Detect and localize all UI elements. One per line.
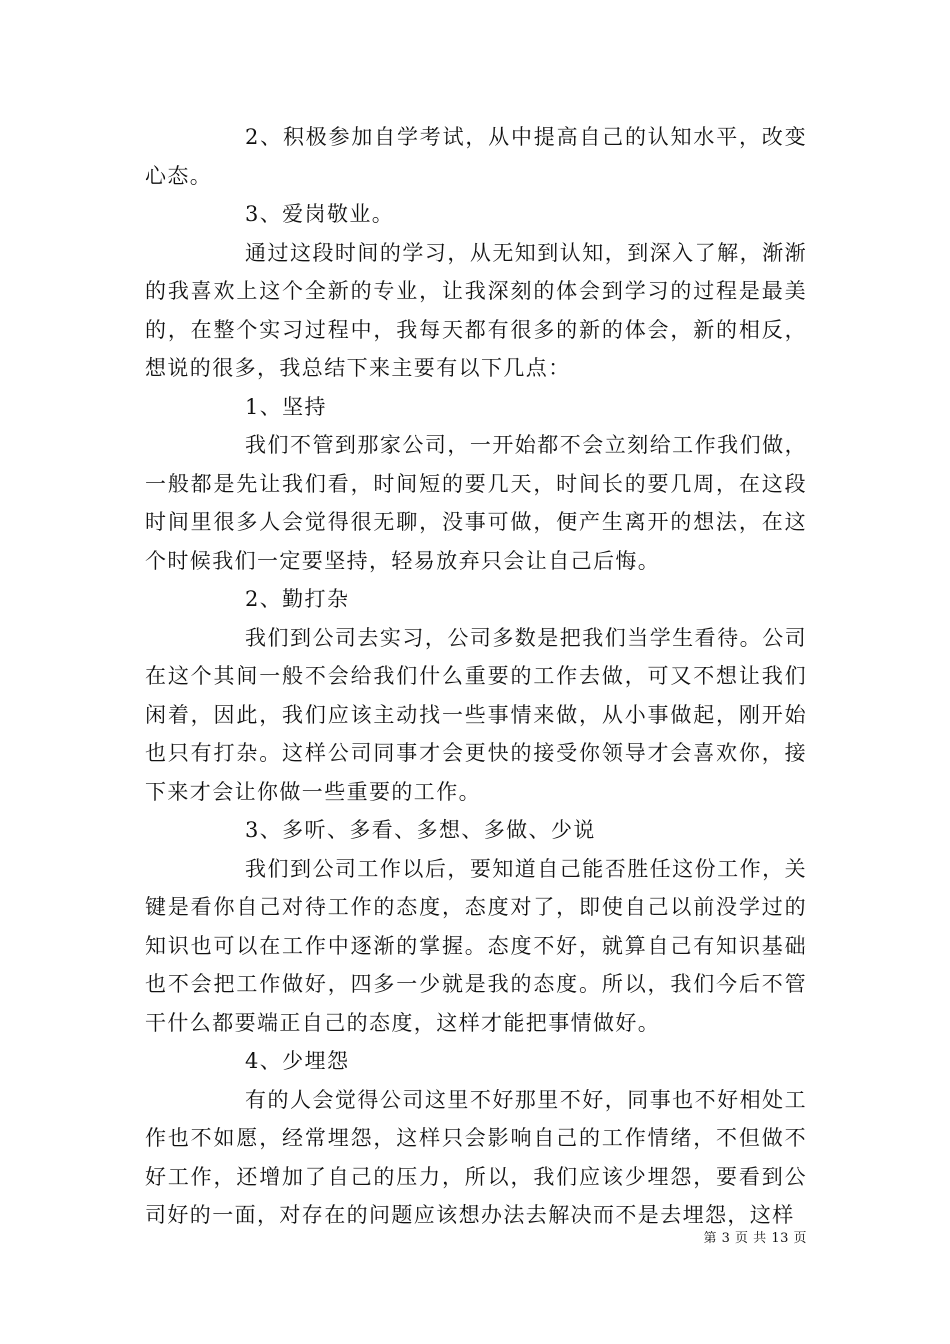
- heading-persist: 1、坚持: [245, 394, 327, 419]
- paragraph-persist: 我们不管到那家公司，一开始都不会立刻给工作我们做，一般都是先让我们看，时间短的要几天，时间长的要几周，在这段时间里很多人会觉得很无聊，没事可做，便产生离开的想法，在这个时候我们一定要坚持，轻易放弃只会让自己后悔。: [145, 433, 807, 573]
- paragraph-odd-jobs: 我们到公司去实习，公司多数是把我们当学生看待。公司在这个其间一般不会给我们什么重要的工作去做，可又不想让我们闲着，因此，我们应该主动找一些事情来做，从小事做起，刚开始也只有打杂。这样公司同事才会更快的接受你领导才会喜欢你，接下来才会让你做一些重要的工作。: [145, 625, 807, 804]
- heading-dedication: 3、爱岗敬业。: [245, 202, 395, 226]
- document-body: [145, 118, 807, 1235]
- heading-odd-jobs: 2、勤打杂: [245, 587, 350, 611]
- paragraph-less-complaining: 有的人会觉得公司这里不好那里不好，同事也不好相处工作也不如愿，经常埋怨，这样只会影响自己的工作情绪，不但做不好工作，还增加了自己的压力，所以，我们应该少埋怨，要看到公司好的一面，对存在的问题应该想办法去解决而不是去埋怨，这样: [145, 1087, 807, 1227]
- heading-less-complaining: 4、少埋怨: [245, 1049, 350, 1073]
- paragraph-attitude: 我们到公司工作以后，要知道自己能否胜任这份工作，关键是看你自己对待工作的态度，态度对了，即使自己以前没学过的知识也可以在工作中逐渐的掌握。态度不好，就算自己有知识基础也不会把工作做好，四多一少就是我的态度。所以，我们今后不管干什么都要端正自己的态度，这样才能把事情做好。: [145, 856, 807, 1035]
- paragraph-self-study: 2、积极参加自学考试，从中提高自己的认知水平，改变心态。: [145, 125, 807, 188]
- page-number-footer: 第 3 页 共 13 页: [703, 1231, 807, 1246]
- heading-listen-watch: 3、多听、多看、多想、多做、少说: [245, 818, 596, 842]
- paragraph-learning-summary: 通过这段时间的学习，从无知到认知，到深入了解，渐渐的我喜欢上这个全新的专业，让我深刻的体会到学习的过程是最美的，在整个实习过程中，我每天都有很多的新的体会，新的相反，想说的很多，我总结下来主要有以下几点：: [145, 240, 807, 380]
